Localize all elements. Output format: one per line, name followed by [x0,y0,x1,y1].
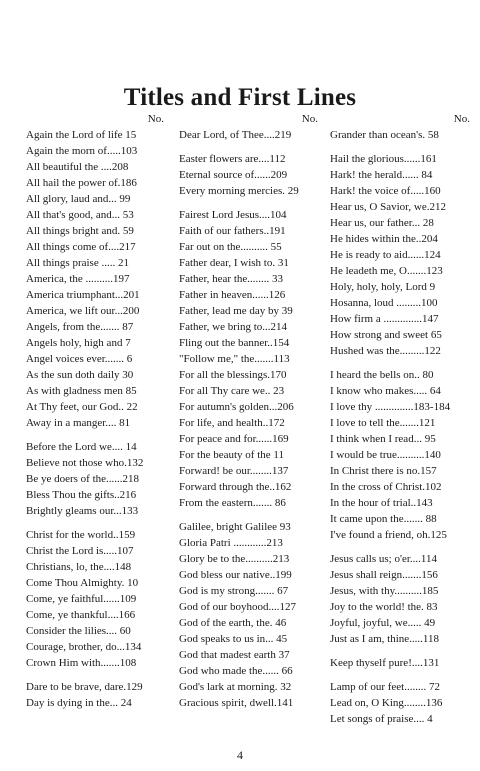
index-entry: Easter flowers are....112 [179,153,286,165]
column-header: No. [147,113,164,125]
index-entry: For life, and health..172 [179,417,285,429]
index-entry: In Christ there is no.157 [330,465,437,477]
index-entry: I heard the bells on.. 80 [330,369,434,381]
index-entry: Come Thou Almighty. 10 [26,577,139,589]
index-entry: Father dear, I wish to. 31 [179,257,289,269]
index-entry: Let songs of praise.... 4 [330,713,433,725]
index-entry: Angels holy, high and 7 [26,337,131,349]
index-entry: Father, lead me day by 39 [179,305,293,317]
index-entry: Keep thyself pure!....131 [330,657,440,669]
index-entry: It came upon the....... 88 [330,513,437,525]
index-entry: I would be true..........140 [330,449,441,461]
index-entry: God that madest earth 37 [179,649,290,661]
index-entry: Be ye doers of the......218 [26,473,140,485]
index-entry: Father in heaven......126 [179,289,286,301]
index-entry: Dear Lord, of Thee....219 [179,129,292,141]
index-entry: Fairest Lord Jesus....104 [179,209,287,221]
index-entry: Gloria Patri ............213 [179,537,283,549]
index-entry: God of our boyhood....127 [179,601,297,613]
index-entry: Courage, brother, do...134 [26,641,142,653]
index-entry: Angels, from the....... 87 [26,321,134,333]
index-entry: He hides within the..204 [330,233,438,245]
index-entry: Galilee, bright Galilee 93 [179,521,291,533]
index-entry: Christ for the world..159 [26,529,136,541]
index-entry: All hail the power of.186 [26,177,137,189]
index-entry: God is my strong....... 67 [179,585,289,597]
index-column-1 [26,112,164,711]
index-entry: God who made the...... 66 [179,665,293,677]
index-entry: Fling out the banner..154 [179,337,290,349]
index-entry: Hosanna, loud .........100 [330,297,438,309]
index-entry: Hear us, our father... 28 [330,217,434,229]
index-entry: Jesus shall reign.......156 [330,569,438,581]
index-entry: All things bright and. 59 [26,225,134,237]
index-entry: Hark! the herald...... 84 [330,169,433,181]
index-entry: America triumphant...201 [26,289,140,301]
index-entry: God speaks to us in... 45 [179,633,288,645]
index-entry: Joy to the world! the. 83 [330,601,438,613]
index-entry: Again the Lord of life 15 [26,129,137,141]
index-entry: All glory, laud and... 99 [26,193,131,205]
index-entry: "Follow me," the.......113 [179,353,290,365]
index-entry: For autumn's golden...206 [179,401,294,413]
page-title: Titles and First Lines [123,84,357,111]
index-entry: All beautiful the ....208 [26,161,129,173]
index-entry: How strong and sweet 65 [330,329,442,341]
index-entry: Away in a manger.... 81 [26,417,131,429]
index-entry: Forward through the..162 [179,481,292,493]
index-entry: Lead on, O King........136 [330,697,443,709]
index-entry: At Thy feet, our God.. 22 [26,401,138,413]
index-entry: He leadeth me, O.......123 [330,265,443,277]
index-entry: Far out on the.......... 55 [179,241,282,253]
index-entry: God's lark at morning. 32 [179,681,292,693]
index-entry: Again the morn of.....103 [26,145,138,157]
index-entry: Every morning mercies. 29 [179,185,299,197]
index-entry: For all the blessings.170 [179,369,287,381]
index-entry: God of the earth, the. 46 [179,617,287,629]
index-entry: He is ready to aid......124 [330,249,441,261]
index-entry: Hark! the voice of.....160 [330,185,441,197]
index-entry: Hushed was the.........122 [330,345,441,357]
index-entry: All things praise ..... 21 [26,257,129,269]
index-entry: Jesus calls us; o'er....114 [330,553,437,565]
index-entry: I love to tell the.......121 [330,417,436,429]
index-entry: Come, ye thankful....166 [26,609,136,621]
index-entry: All things come of....217 [26,241,136,253]
page-number: 4 [237,748,243,762]
index-entry: Father, hear the........ 33 [179,273,284,285]
index-entry: Before the Lord we.... 14 [26,441,137,453]
index-entry: Grander than ocean's. 58 [330,129,439,141]
index-entry: In the hour of trial..143 [330,497,433,509]
index-entry: Faith of our fathers..191 [179,225,286,237]
index-entry: Bless Thou the gifts..216 [26,489,137,501]
index-entry: From the eastern....... 86 [179,497,286,509]
column-header: No. [301,113,318,125]
index-entry: For the beauty of the 11 [179,449,284,461]
index-entry: Just as I am, thine.....118 [330,633,439,645]
index-entry: Lamp of our feet........ 72 [330,681,440,693]
index-entry: I've found a friend, oh.125 [330,529,447,541]
index-entry: Believe not those who.132 [26,457,144,469]
index-entry: Holy, holy, holy, Lord 9 [330,281,436,293]
index-entry: Gracious spirit, dwell.141 [179,697,294,709]
index-entry: Hail the glorious......161 [330,153,437,165]
index-entry: Consider the lilies.... 60 [26,625,131,637]
index-entry: Eternal source of......209 [179,169,288,181]
index-entry: Brightly gleams our...133 [26,505,139,517]
index-entry: I know who makes..... 64 [330,385,441,397]
index-entry: Angel voices ever....... 6 [26,353,133,365]
index-entry: God bless our native..199 [179,569,292,581]
index-entry: In the cross of Christ.102 [330,481,442,493]
index-entry: I think when I read... 95 [330,433,436,445]
index-entry: For all Thy care we.. 23 [179,385,285,397]
index-entry: Father, we bring to...214 [179,321,288,333]
index-entry: Joyful, joyful, we..... 49 [330,617,436,629]
column-header: No. [453,113,470,125]
index-entry: America, we lift our...200 [26,305,140,317]
index-entry: Forward! be our........137 [179,465,289,477]
index-entry: Glory be to the..........213 [179,553,290,565]
index-entry: Christians, lo, the....148 [26,561,132,573]
index-entry: Dare to be brave, dare.129 [26,681,143,693]
index-entry: All that's good, and... 53 [26,209,134,221]
index-entry: Come, ye faithful......109 [26,593,137,605]
index-entry: As with gladness men 85 [26,385,137,397]
index-column-2 [179,112,318,711]
index-entry: Crown Him with.......108 [26,657,137,669]
index-entry: Hear us, O Savior, we.212 [330,201,446,213]
index-entry: How firm a ..............147 [330,313,439,325]
index-entry: Jesus, with thy..........185 [330,585,439,597]
index-entry: Day is dying in the... 24 [26,697,132,709]
index-entry: For peace and for......169 [179,433,289,445]
index-entry: Christ the Lord is.....107 [26,545,134,557]
index-entry: I love thy ..............183-184 [330,401,451,413]
index-entry: As the sun doth daily 30 [26,369,134,381]
index-column-3 [330,112,470,727]
index-entry: America, the ..........197 [26,273,130,285]
